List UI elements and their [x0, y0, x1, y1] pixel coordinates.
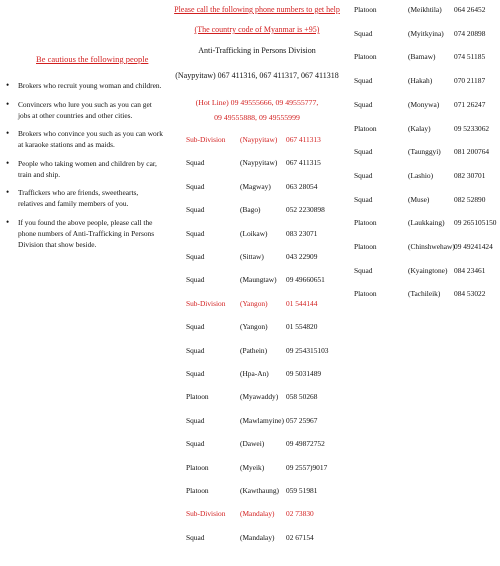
unit-label: Squad — [354, 76, 373, 86]
unit-label: Squad — [186, 252, 205, 261]
unit-label: Platoon — [354, 52, 377, 62]
place-label: (Sittaw) — [240, 252, 264, 261]
unit-label: Squad — [186, 228, 205, 238]
unit-label: Squad — [354, 147, 373, 157]
unit-label: Sub-Division — [186, 298, 226, 308]
unit-label: Squad — [354, 28, 373, 38]
country-code-note: (The country code of Myanmar is +95) — [194, 25, 320, 34]
unit-label: Squad — [354, 170, 373, 180]
hotline-line: 09 49555888, 09 49555999 — [214, 113, 300, 122]
caution-item: • People who taking women and children by car, train and ship. — [6, 158, 164, 180]
place-label: (Hpa-An) — [240, 369, 269, 378]
phone-number: 09 49872752 — [286, 439, 325, 449]
phone-number: 01 544144 — [286, 298, 318, 308]
phone-number: 083 23071 — [286, 228, 318, 238]
caution-list — [6, 80, 164, 257]
caution-item: • Traffickers who are friends, sweethearts, relatives and family members of you. — [6, 187, 164, 209]
place-label: (Loikaw) — [240, 228, 268, 238]
phone-number: 074 20898 — [454, 28, 486, 38]
unit-label: Squad — [354, 194, 373, 204]
phone-number: 067 411313 — [286, 135, 321, 144]
phone-number: 02 67154 — [286, 532, 314, 542]
help-header: Please call the following phone numbers to get help — [174, 5, 340, 14]
unit-label: Squad — [186, 158, 205, 168]
phone-number: 059 51981 — [286, 486, 318, 495]
place-label: (Tachileik) — [408, 289, 441, 299]
phone-number: 074 51185 — [454, 52, 486, 62]
phone-number: 058 50268 — [286, 392, 318, 402]
phone-number: 043 22909 — [286, 252, 318, 261]
phone-number: 057 25967 — [286, 415, 318, 425]
phone-number: 01 554820 — [286, 322, 318, 332]
phone-number: 071 26247 — [454, 99, 486, 109]
place-label: (Hakah) — [408, 76, 433, 86]
unit-label: Platoon — [354, 289, 377, 299]
place-label: (Kawthaung) — [240, 486, 279, 495]
place-label: (Meikhtila) — [408, 5, 442, 14]
place-label: (Kalay) — [408, 123, 431, 133]
place-label: (Muse) — [408, 194, 430, 204]
phone-number: 09 5233062 — [454, 123, 490, 133]
phone-number: 09 49241424 — [454, 242, 493, 251]
place-label: (Bamaw) — [408, 52, 436, 62]
caution-item: • Brokers who recruit young woman and children. — [6, 80, 164, 91]
phone-number: 070 21187 — [454, 76, 486, 86]
place-label: (Taunggyi) — [408, 147, 441, 157]
place-label: (Myitkyina) — [408, 28, 444, 38]
unit-label: Squad — [186, 181, 205, 191]
division-title: Anti-Trafficking in Persons Division — [198, 46, 316, 55]
unit-label: Squad — [186, 369, 205, 378]
place-label: (Myawaddy) — [240, 392, 279, 402]
phone-number: 084 53022 — [454, 289, 486, 299]
unit-label: Squad — [186, 415, 205, 425]
unit-label: Platoon — [186, 486, 209, 495]
unit-label: Platoon — [354, 218, 377, 228]
unit-label: Squad — [186, 322, 205, 332]
caution-title: Be cautious the following people — [36, 54, 149, 64]
place-label: (Laukkaing) — [408, 218, 445, 228]
caution-item: • Brokers who convince you such as you can work at karaoke stations and as maids. — [6, 128, 164, 150]
unit-label: Platoon — [354, 123, 377, 133]
unit-label: Platoon — [354, 5, 377, 14]
phone-number: 067 411315 — [286, 158, 321, 168]
phone-number: 09 5031489 — [286, 369, 322, 378]
place-label: (Bago) — [240, 205, 261, 215]
caution-item: • Convincers who lure you such as you can get jobs at other countries and other cities. — [6, 99, 164, 121]
unit-label: Platoon — [186, 392, 209, 402]
phone-number: 02 73830 — [286, 509, 314, 519]
unit-label: Platoon — [354, 242, 377, 251]
place-label: (Naypyitaw) — [240, 135, 278, 144]
phone-number: 052 2230898 — [286, 205, 325, 215]
place-label: (Lashio) — [408, 170, 434, 180]
hotline-numbers — [172, 95, 342, 125]
unit-label: Squad — [354, 99, 373, 109]
place-label: (Mawlamyine) — [240, 415, 284, 425]
hotline-line: (Hot Line) 09 49555666, 09 49555777, — [195, 98, 319, 107]
unit-label: Sub-Division — [186, 509, 226, 519]
place-label: (Maungtaw) — [240, 275, 277, 285]
unit-label: Platoon — [186, 462, 209, 472]
place-label: (Magway) — [240, 181, 271, 191]
unit-label: Sub-Division — [186, 135, 226, 144]
phone-number: 082 30701 — [454, 170, 486, 180]
phone-number: 09 254315103 — [286, 345, 329, 355]
unit-label: Squad — [186, 439, 205, 449]
phone-number: 064 26452 — [454, 5, 486, 14]
phone-number: 09 265105150 — [454, 218, 497, 228]
place-label: (Dawei) — [240, 439, 265, 449]
place-label: (Yangon) — [240, 322, 268, 332]
unit-label: Squad — [186, 345, 205, 355]
caution-item: • If you found the above people, please call the phone numbers of Anti-Trafficking in Persons Division that show beside. — [6, 217, 164, 250]
phone-number: 084 23461 — [454, 265, 486, 275]
phone-number: 09 49660651 — [286, 275, 325, 285]
place-label: (Kyaingtone) — [408, 265, 448, 275]
unit-label: Squad — [186, 205, 205, 215]
phone-number: 081 200764 — [454, 147, 490, 157]
phone-number: 09 2557)9017 — [286, 462, 328, 472]
unit-label: Squad — [354, 265, 373, 275]
phone-number: 063 28054 — [286, 181, 318, 191]
place-label: (Pathein) — [240, 345, 268, 355]
unit-label: Squad — [186, 275, 205, 285]
place-label: (Mandalay) — [240, 509, 275, 519]
place-label: (Monywa) — [408, 99, 440, 109]
place-label: (Myeik) — [240, 462, 265, 472]
place-label: (Chinshwehaw) — [408, 242, 455, 251]
place-label: (Mandalay) — [240, 532, 275, 542]
place-label: (Yangon) — [240, 298, 268, 308]
division-phones: (Naypyitaw) 067 411316, 067 411317, 067 411318 — [175, 71, 339, 80]
unit-label: Squad — [186, 532, 205, 542]
place-label: (Naypyitaw) — [240, 158, 278, 168]
phone-number: 082 52890 — [454, 194, 486, 204]
